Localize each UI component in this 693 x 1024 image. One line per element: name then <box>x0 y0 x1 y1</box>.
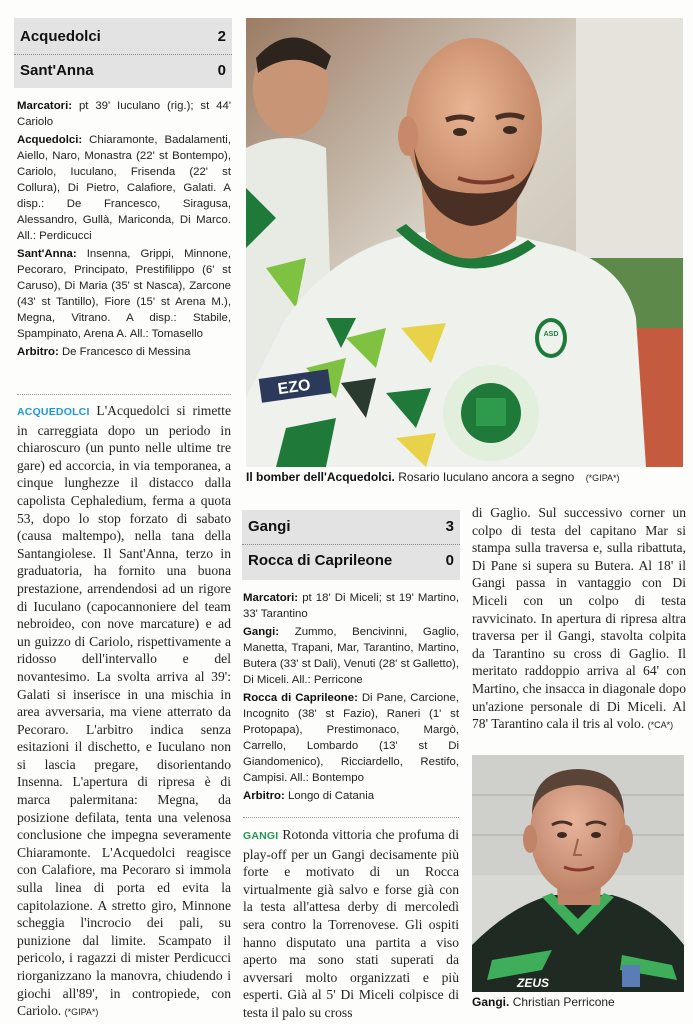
match2-home-team: Gangi <box>248 517 291 535</box>
match1-home-score: 2 <box>217 27 226 45</box>
match2-home-score: 3 <box>445 517 454 535</box>
match2-sheet <box>243 590 459 806</box>
match2-away-score: 0 <box>445 551 454 569</box>
match1-sheet <box>17 98 231 362</box>
photo1-caption-credit: (*GIPA*) <box>585 473 620 483</box>
match1-away-score: 0 <box>217 61 226 79</box>
match2-away-lineup: Rocca di Caprileone: Di Pane, Carcione, Incognito (38' st Fazio), Raneri (1' st Protopapa), Prestimonaco, Margò, Carrello, Lombardo (13' st Di Giandomenico), Ricciardello, Restifo, Campisi. All.: Bontempo <box>243 692 459 784</box>
match1-article-credit: (*GIPA*) <box>64 1007 99 1018</box>
match1-referee: Arbitro: De Francesco di Messina <box>17 346 191 358</box>
match2-article-credit: (*CA*) <box>647 720 674 731</box>
photo2-caption <box>472 995 686 1009</box>
match2-article-col1-text: Rotonda vittoria che profuma di play-off per un Gangi decisamente più forte e motivato di un Rocca virtualmente già salvo e forse già con la testa all'attesa derby di mercoledì sera contro la Torrenovese. Gli ospiti hanno disputato una partita a viso aperto ma sono stati superati da avversari molto organizzati e più esperti. Già al 5' Di Miceli colpisce di testa il palo su cross <box>243 827 459 1020</box>
match2-scorers: Marcatori: pt 18' Di Miceli; st 19' Martino, 33' Tarantino <box>243 592 460 620</box>
match1-scorebox <box>14 18 232 88</box>
match1-away-row <box>14 56 232 84</box>
match2-home-lineup: Gangi: Zummo, Bencivinni, Gaglio, Manetta, Trapani, Mar, Tarantino, Martino, Butera (33' st Dali), Venuti (28' st Galletto), Di Miceli. All.: Perricone <box>243 626 459 686</box>
match2-away-row <box>242 546 460 574</box>
badge-text: ASD <box>543 331 559 338</box>
match2-article-col2 <box>472 504 686 735</box>
photo1-caption <box>246 470 686 484</box>
match1-article-lead: ACQUEDOLCI <box>17 406 90 418</box>
photo-iuculano <box>246 18 683 467</box>
match1-away-lineup: Sant'Anna: Insenna, Grippi, Minnone, Pecoraro, Principato, Prestifilippo (6' st Caruso), Di Maria (35' st Nasca), Zarcone (43' st Tantillo), Fiore (15' st Arena M.), Megna, Vitrano. A disp.: Stabile, Spampinato, Arena A. All.: Tomasello <box>17 248 231 340</box>
match2-article-col2-text: di Gaglio. Sul successivo corner un colpo di testa del capitano Mar si stampa sulla traversa e, sulla ribattuta, Di Pane si supera su Butera. Al 18' il Gangi passa in vantaggio con Di Miceli con un colpo di testa ravvicinato. In apertura di ripresa altra traversa per il Gangi, stavolta colpita da Tarantino su cross di Gaglio. Il meritato raddoppio arriva al 64' con Martino, che insacca in diagonale dopo un'azione personale di Di Miceli. Al 78' Tarantino cala il tris al volo. <box>472 505 686 732</box>
match2-referee: Arbitro: Longo di Catania <box>243 790 375 802</box>
match1-home-team: Acquedolci <box>20 27 101 45</box>
match1-scorers: Marcatori: pt 39' Iuculano (rig.); st 44' Cariolo <box>17 100 231 128</box>
jersey-sponsor: EZO <box>276 376 312 399</box>
match2-home-row <box>242 512 460 540</box>
photo1-caption-bold: Il bomber dell'Acquedolci. <box>246 470 395 484</box>
match2-away-team: Rocca di Caprileone <box>248 551 393 569</box>
photo2-caption-text: Christian Perricone <box>512 995 615 1009</box>
match2-article-col1 <box>243 826 459 1022</box>
photo2-caption-bold: Gangi. <box>472 995 510 1009</box>
match2-scorebox <box>242 510 460 580</box>
match1-away-team: Sant'Anna <box>20 61 94 79</box>
photo1-caption-text: Rosario Iuculano ancora a segno <box>398 470 575 484</box>
match1-article-body: L'Acquedolci si rimette in carreggiata dopo un periodo in chiaroscuro (un punto nelle ultime tre gare) ed accorcia, in via temporanea, a cinque lunghezze il distacco dalla capolista Cephaledium, ferma a quota 53, dopo lo stop forzato di sabato (causa maltempo), nella tana della Santangiolese. Il Sant'Anna, terzo in graduatoria, ha fornito una buona prestazione, arrendendosi ad un rigore di Iuculano (capocannoniere del team nebroideo, con nove marcature) e ad un guizzo di Cariolo, rispettivamente a ridosso dell'intervallo e del novantesimo. La svolta arriva al 39': Galati si inserisce in una mischia in area avversaria, ma viene atterrato da Pecoraro. L'arbitro indica senza esitazioni il dischetto, e Iuculano non si lascia pregare, disorientando Insenna. L'apertura di ripresa è di marca palermitana: Megna, da posizione defilata, tenta una velenosa conclusione che impegna severamente Chiaramonte. L'Acquedolci reagisce con Calafiore, ma Pecoraro si immola sulla linea di porta ed evita la capitolazione. A stretto giro, Minnone scheggia l'incrocio dei pali, su punizione dal limite. Scampato il pericolo, i ragazzi di mister Perdicucci riorganizzano la manovra, chiudendo i giochi all'89', in contropiede, con Cariolo. <box>17 403 231 1019</box>
match1-home-lineup: Acquedolci: Chiaramonte, Badalamenti, Aiello, Naro, Monastra (22' st Bontempo), Cariolo, Iuculano, Frisenda (22' st Collura), Di Pietro, Calafiore, Galati. A disp.: De Francesco, Siragusa, Alessandro, Gullà, Mariconda, Di Marco. All.: Perdicucci <box>17 134 232 242</box>
match2-article-lead: GANGI <box>243 830 279 842</box>
jacket-brand: ZEUS <box>517 976 550 990</box>
match1-article <box>17 402 231 1022</box>
match1-home-row <box>14 22 232 50</box>
photo-perricone <box>472 755 684 992</box>
